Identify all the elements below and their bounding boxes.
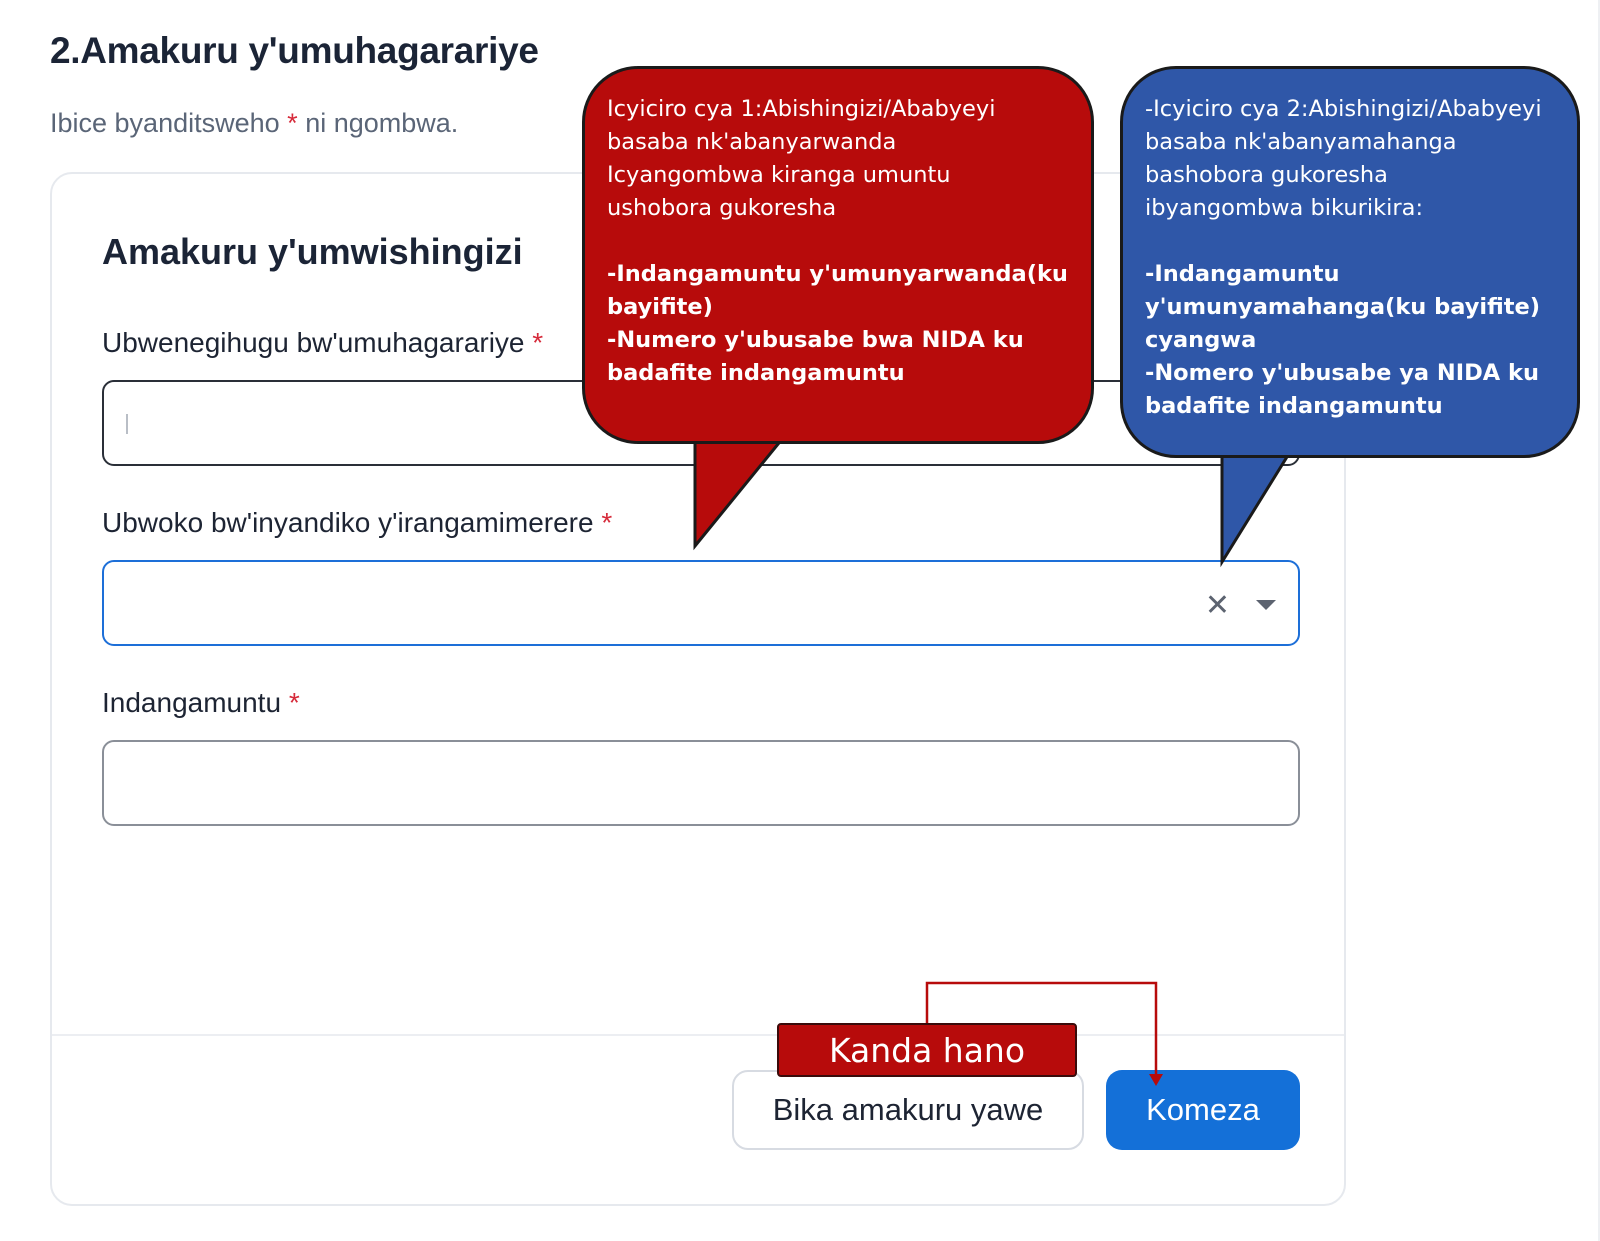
required-star: * <box>532 327 544 358</box>
bubble-gap <box>1145 225 1557 258</box>
nationality-label-text: Ubwenegihugu bw'umuhagarariye <box>102 327 525 358</box>
red-info-bubble <box>582 66 1094 444</box>
required-note-suffix: ni ngombwa. <box>305 108 459 138</box>
bubble-bold-line: bayifite) <box>607 294 713 320</box>
arrow-down-icon <box>1149 1074 1163 1086</box>
bubble-bold-line: -Indangamuntu y'umunyarwanda(ku <box>607 261 1068 287</box>
required-star: * <box>287 108 298 138</box>
required-note-prefix: Ibice byanditsweho <box>50 108 280 138</box>
bubble-bold-line: -Numero y'ubusabe bwa NIDA ku <box>607 327 1024 353</box>
bubble-gap <box>607 225 1071 258</box>
blue-bubble-tail <box>1222 452 1290 562</box>
bubble-line: bashobora gukoresha <box>1145 162 1388 188</box>
bubble-line: ushobora gukoresha <box>607 195 837 221</box>
section-title: 2.Amakuru y'umuhagarariye <box>50 30 539 71</box>
bubble-line: -Icyiciro cya 2:Abishingizi/Ababyeyi <box>1145 96 1542 122</box>
bubble-bold-line: cyangwa <box>1145 327 1257 353</box>
required-star: * <box>601 507 613 538</box>
bubble-bold-line: badafite indangamuntu <box>607 360 905 386</box>
save-button[interactable]: Bika amakuru yawe <box>732 1070 1084 1150</box>
blue-info-bubble <box>1120 66 1580 458</box>
close-icon[interactable]: ✕ <box>1204 589 1230 622</box>
bubble-line: Icyangombwa kiranga umuntu <box>607 162 951 188</box>
bubble-bold-line: y'umunyamahanga(ku bayifite) <box>1145 294 1541 320</box>
bubble-bold-line: -Indangamuntu <box>1145 261 1340 287</box>
continue-button[interactable]: Komeza <box>1106 1070 1300 1150</box>
bubble-line: basaba nk'abanyarwanda <box>607 129 897 155</box>
document-type-label-text: Ubwoko bw'inyandiko y'irangamimerere <box>102 507 594 538</box>
bubble-bold-line: badafite indangamuntu <box>1145 393 1443 419</box>
id-number-label-text: Indangamuntu <box>102 687 282 718</box>
click-here-label: Kanda hano <box>777 1023 1077 1077</box>
bubble-line: Icyiciro cya 1:Abishingizi/Ababyeyi <box>607 96 996 122</box>
card-title: Amakuru y'umwishingizi <box>102 231 523 272</box>
required-star: * <box>288 687 300 718</box>
red-bubble-tail <box>695 438 783 546</box>
bubble-line: basaba nk'abanyamahanga <box>1145 129 1457 155</box>
bubble-bold-line: -Nomero y'ubusabe ya NIDA ku <box>1145 360 1539 386</box>
bubble-line: ibyangombwa bikurikira: <box>1145 195 1424 221</box>
